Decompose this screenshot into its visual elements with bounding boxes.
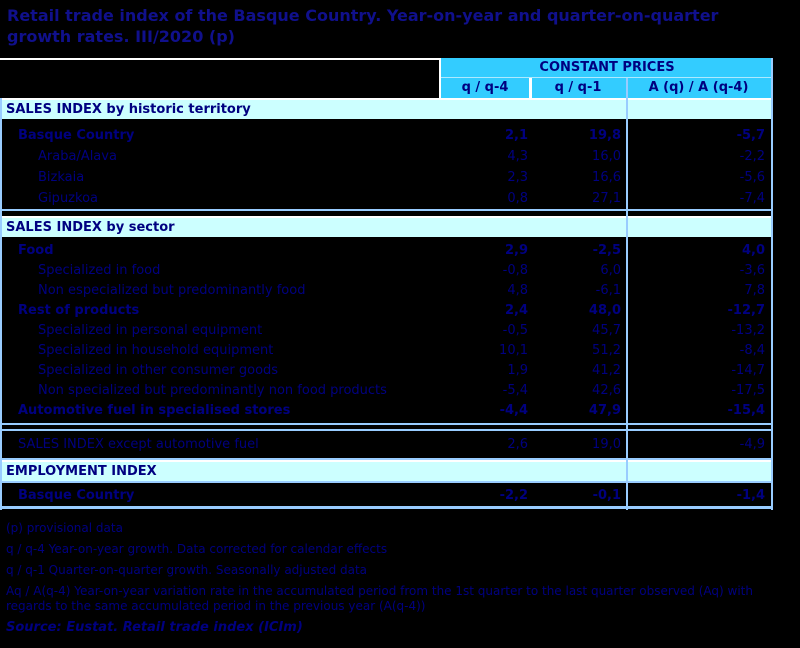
value-aq-aq4: -4,9 [739,437,765,452]
value-q-q1: 51,2 [592,342,621,358]
table-row [0,125,773,146]
value-q-q4: 10,1 [499,342,528,358]
row-label: Specialized in food [38,262,161,278]
value-aq-aq4: -2,2 [739,149,765,164]
table-left-border [0,98,2,510]
table-corner-cell-2 [0,78,441,98]
value-q-q1: -6,1 [595,282,621,298]
value-q-q1: 6,0 [600,262,621,278]
value-q-q4: 2,9 [504,242,528,258]
section-header-employment-index: EMPLOYMENT INDEX [0,462,773,481]
section-header-historic-territory: SALES INDEX by historic territory [0,100,773,119]
value-aq-aq4: -5,7 [736,128,765,143]
value-q-q4: 2,4 [504,302,528,318]
row-label: Bizkaia [38,170,85,185]
value-q-q1: 19,0 [592,437,621,452]
value-aq-aq4: -17,5 [731,382,765,398]
value-q-q1: -2,5 [592,242,621,258]
footnote-q-q1: q / q-1 Quarter-on-quarter growth. Seasonally adjusted data [6,563,368,577]
value-aq-aq4: -8,4 [739,342,765,358]
value-aq-aq4: -15,4 [727,402,765,418]
footnote-q-q4: q / q-4 Year-on-year growth. Data corrected for calendar effects [6,542,388,556]
page-title: Retail trade index of the Basque Country. Year-on-year and quarter-on-quarter growth rates. III/2020 (p) [7,6,719,46]
footnote-aq-aq4: Aq / A(q-4) Year-on-year variation rate in the accumulated period from the 1st quarter to the last quarter observed (Aq) with regards to the same accumulated period in the previous year (A(q-4)) [6,584,753,613]
row-label: Gipuzkoa [38,191,98,206]
table-row [0,400,773,420]
table-row [0,434,773,455]
value-aq-aq4: -13,2 [731,322,765,338]
table-row [0,360,773,380]
value-aq-aq4: -3,6 [739,262,765,278]
row-label: Specialized in household equipment [38,342,274,358]
value-q-q1: -0,1 [592,488,621,503]
row-label: Rest of products [18,302,140,318]
value-aq-aq4: 7,8 [744,282,765,298]
table-row [0,188,773,209]
value-q-q4: 2,3 [507,170,528,185]
value-aq-aq4: -7,4 [739,191,765,206]
value-q-q1: 16,6 [592,170,621,185]
value-q-q4: -0,5 [502,322,528,338]
row-label: Food [18,242,54,258]
table-row [0,485,773,506]
col-header-q-q1: q / q-1 [532,78,624,98]
row-label: Specialized in personal equipment [38,322,263,338]
value-q-q4: -5,4 [502,382,528,398]
row-label: Non especialized but predominantly food [38,282,306,298]
value-q-q4: 2,1 [504,128,528,143]
section-body-historic-territory [0,119,773,209]
table-bottom-border [0,506,773,509]
col-header-q-q4: q / q-4 [441,78,532,98]
value-q-q1: 19,8 [588,128,621,143]
section-body-by-sector [0,237,773,423]
row-label: Araba/Álava [38,149,117,164]
col-header-aq-aq4: A (q) / A (q-4) [624,78,773,98]
row-label: Non specialized but predominantly non food products [38,382,387,398]
column-divider-line [626,78,628,510]
table-row [0,167,773,188]
table-row [0,280,773,300]
table-header-group-row [0,58,773,78]
value-q-q4: -0,8 [502,262,528,278]
retail-trade-table [0,58,773,509]
table-header-columns-row [0,78,773,98]
value-q-q1: 48,0 [588,302,621,318]
row-label: SALES INDEX except automotive fuel [18,437,259,452]
row-label: Automotive fuel in specialised stores [18,402,291,418]
table-row [0,340,773,360]
source-line: Source: Eustat. Retail trade index (ICIm) [6,620,303,635]
value-q-q1: 27,1 [592,191,621,206]
footnote-provisional: (p) provisional data [6,521,123,535]
value-q-q4: 4,8 [507,282,528,298]
value-q-q1: 45,7 [592,322,621,338]
footnotes [0,509,776,635]
table-row [0,380,773,400]
table-row [0,146,773,167]
table-row [0,320,773,340]
row-label: Basque Country [18,488,135,503]
section-body-employment-index [0,483,773,506]
table-row [0,300,773,320]
value-q-q1: 42,6 [592,382,621,398]
table-row [0,240,773,260]
section-header-by-sector: SALES INDEX by sector [0,218,773,237]
value-q-q4: 1,9 [507,362,528,378]
table-right-border [771,58,773,510]
value-q-q1: 47,9 [588,402,621,418]
value-aq-aq4: 4,0 [741,242,765,258]
value-aq-aq4: -14,7 [731,362,765,378]
value-aq-aq4: -5,6 [739,170,765,185]
value-q-q4: 2,6 [507,437,528,452]
table-row [0,260,773,280]
value-q-q1: 16,0 [592,149,621,164]
value-aq-aq4: -12,7 [727,302,765,318]
table-corner-cell [0,58,441,78]
value-q-q1: 41,2 [592,362,621,378]
row-label: Specialized in other consumer goods [38,362,279,378]
value-aq-aq4: -1,4 [736,488,765,503]
section-body-except-fuel [0,431,773,458]
value-q-q4: -4,4 [499,402,528,418]
value-q-q4: 4,3 [507,149,528,164]
row-label: Basque Country [18,128,135,143]
constant-prices-header: CONSTANT PRICES [441,58,773,78]
value-q-q4: -2,2 [499,488,528,503]
value-q-q4: 0,8 [507,191,528,206]
